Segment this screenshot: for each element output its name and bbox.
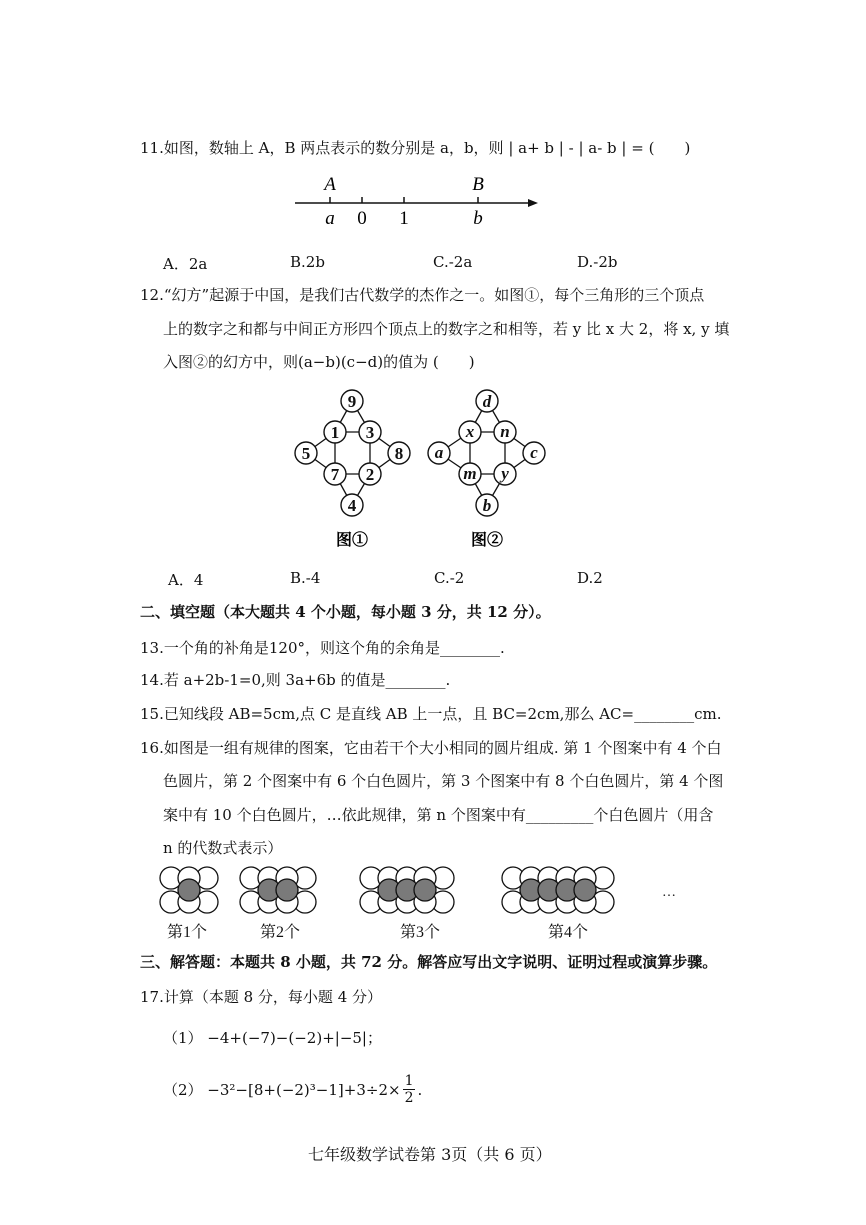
circle-pattern-figure (150, 862, 690, 954)
value-b-label: b (473, 208, 483, 229)
fraction (403, 1073, 416, 1106)
q13-text: 13.一个角的补角是120°，则这个角的余角是________. (140, 639, 505, 657)
q14-text: 14.若 a+2b-1=0,则 3a+6b 的值是________. (140, 671, 451, 689)
fig2-right: c (530, 443, 538, 462)
q15-text: 15.已知线段 AB=5cm,点 C 是直线 AB 上一点，且 BC=2cm,那么 AC=________cm. (140, 705, 722, 723)
magic-square-figure-2 (425, 385, 550, 555)
fig1-upper-right: 3 (365, 423, 375, 442)
pattern-ellipsis: … (662, 885, 676, 900)
fig1-top: 9 (347, 392, 357, 411)
one-label: 1 (399, 208, 409, 229)
fig2-upper-right: n (500, 422, 510, 441)
magic-square-figure-1 (290, 385, 415, 555)
q11-option-c[interactable]: C.-2a (433, 253, 473, 271)
point-b-label: B (472, 174, 484, 195)
q11-option-b[interactable]: B.2b (290, 253, 325, 271)
value-a-label: a (325, 208, 335, 229)
fig1-right: 8 (394, 444, 404, 463)
q11-text: 11.如图，数轴上 A，B 两点表示的数分别是 a，b，则 | a+ b | - | a- b | = ( ) (140, 139, 691, 157)
q12-option-c[interactable]: C.-2 (434, 569, 465, 587)
q11-option-a[interactable]: A．2a (163, 255, 208, 273)
gray-disc (276, 879, 298, 901)
point-a-label: A (324, 174, 336, 195)
gray-disc (178, 879, 200, 901)
fig2-top: d (482, 392, 492, 411)
fig2-left: a (434, 443, 444, 462)
q12-line1: 12.“幻方”起源于中国，是我们古代数学的杰作之一。如图①，每个三角形的三个顶点 (140, 286, 705, 304)
q17-part-2-expression: （2） −3²−[8+(−2)³−1]+3÷2× (163, 1080, 401, 1099)
fig1-caption: 图① (335, 532, 369, 549)
fig2-upper-left: x (465, 422, 475, 441)
q12-option-b[interactable]: B.-4 (290, 569, 321, 587)
q16-line4: n 的代数式表示） (163, 839, 283, 857)
pattern-caption-2: 第2个 (260, 924, 301, 941)
pattern-2 (240, 867, 316, 913)
fig1-upper-left: 1 (330, 423, 340, 442)
q17-part-2-end: . (417, 1080, 423, 1099)
section-3-heading: 三、解答题：本题共 8 小题，共 72 分。解答应写出文字说明、证明过程或演算步骤。 (140, 953, 718, 971)
fig2-caption: 图② (470, 532, 504, 549)
q12-option-a[interactable]: A．4 (168, 571, 204, 589)
q17-part-2 (163, 1073, 422, 1106)
zero-label: 0 (357, 208, 367, 229)
fraction-denominator: 2 (404, 1090, 414, 1106)
pattern-4 (502, 867, 614, 913)
q17-title: 17.计算（本题 8 分，每小题 4 分） (140, 988, 383, 1006)
pattern-caption-3: 第3个 (400, 924, 441, 941)
gray-disc (574, 879, 596, 901)
pattern-3 (360, 867, 454, 913)
gray-disc (414, 879, 436, 901)
fig1-lower-right: 2 (365, 465, 375, 484)
q16-line1: 16.如图是一组有规律的图案，它由若干个大小相同的圆片组成. 第 1 个图案中有 4 个白 (140, 739, 722, 757)
section-2-heading: 二、填空题（本大题共 4 个小题，每小题 3 分，共 12 分）。 (140, 603, 551, 621)
page-footer: 七年级数学试卷第 3页（共 6 页） (308, 1145, 552, 1164)
pattern-1 (160, 867, 218, 913)
pattern-caption-1: 第1个 (167, 924, 208, 941)
q16-line2: 色圆片，第 2 个图案中有 6 个白色圆片，第 3 个图案中有 8 个白色圆片，第 4 个图 (163, 772, 724, 790)
q12-line2: 上的数字之和都与中间正方形四个顶点上的数字之和相等，若 y 比 x 大 2，将 x, y 填 (163, 320, 730, 338)
fig1-left: 5 (301, 444, 311, 463)
fig2-lower-right: y (501, 464, 509, 483)
fig2-bottom: b (482, 496, 492, 515)
number-line-figure (290, 168, 550, 230)
fraction-numerator: 1 (404, 1073, 414, 1089)
q12-option-d[interactable]: D.2 (577, 569, 603, 587)
q11-option-d[interactable]: D.-2b (577, 253, 618, 271)
q16-line3: 案中有 10 个白色圆片，…依此规律，第 n 个图案中有_________个白色圆片（用含 (163, 806, 714, 824)
q12-line3: 入图②的幻方中，则(a−b)(c−d)的值为 ( ) (163, 353, 475, 371)
fig2-lower-left: m (463, 464, 477, 483)
q17-part-1: （1） −4+(−7)−(−2)+|−5|； (163, 1029, 382, 1047)
pattern-caption-4: 第4个 (548, 924, 589, 941)
fig1-bottom: 4 (347, 496, 357, 515)
fig1-lower-left: 7 (330, 465, 340, 484)
